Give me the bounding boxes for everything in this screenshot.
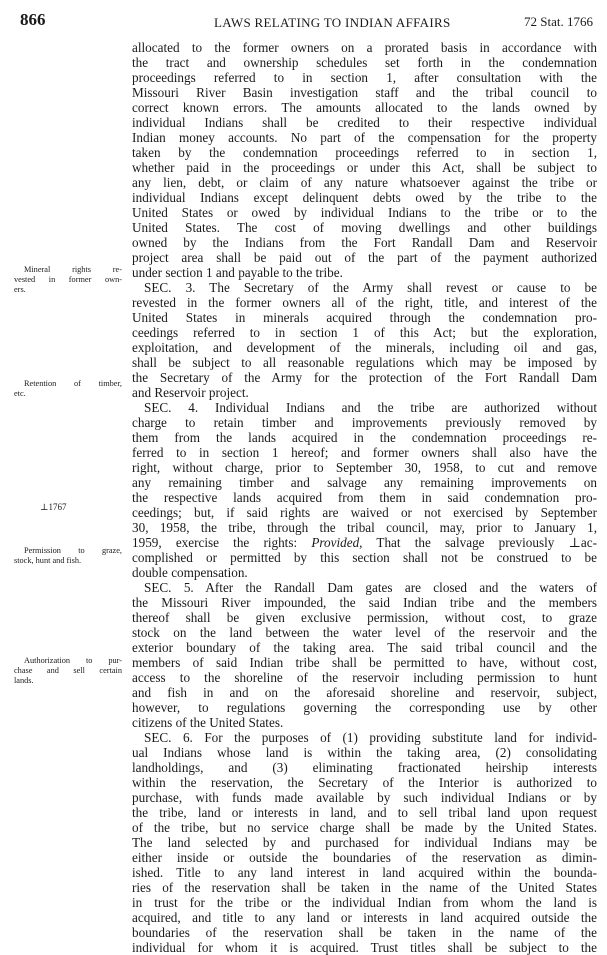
text-line: Missouri River Basin investigation staff and the tribal council to [132,85,597,100]
text-line: of the tribe, but no service charge shall be made by the United States. [132,820,597,835]
margin-note-line: Retention of timber, [24,379,122,388]
text-line: ferred to in section 1 hereof; and former owners shall also have the [132,445,597,460]
text-line: acquired, and title to any land or interests in land acquired outside the [132,910,597,925]
text-line: citizens of the United States. [132,715,284,730]
page-break-mark: ⊥1767 [40,502,67,512]
margin-note-line: Permission to graze, [24,546,122,555]
text-line: however, to regulations governing the corresponding use by other [132,700,597,715]
margin-note-purchase [14,656,122,686]
text-line: proceedings referred to in section 1, after consultation with the [132,70,597,85]
text-line: and fish in and on the aforesaid shoreline and reservoir, subject, [132,685,597,700]
text-line: United States. The cost of moving dwellings and other buildings [132,220,597,235]
text-line: correct known errors. The amounts allocated to the lands owned by [132,100,597,115]
text-line: 30, 1958, the tribe, through the tribal council, may, prior to January 1, [132,520,597,535]
text-line: owned by the Indians from the Fort Randall Dam and Reservoir [132,235,597,250]
text-line: and Reservoir project. [132,385,249,400]
text-line: individual Indians shall be credited to their respective individual [132,115,597,130]
text-line: whether paid in the proceedings or under this Act, shall be subject to [132,160,597,175]
text-line: revested in the former owners all of the right, title, and interest of the [132,295,597,310]
text-line: purchase, with funds made available by such individual Indians or by [132,790,597,805]
text-line: the Missouri River impounded, the said Indian tribe and the members [132,595,597,610]
text-line: ceedings referred to in section 1 of this Act; but the exploration, [132,325,597,340]
text-line: exploitation, and development of the minerals, including oil and gas, [132,340,597,355]
text-line: ished. Title to any land interest in land acquired within the bounda- [132,865,597,880]
margin-note-line: lands. [14,676,34,685]
text-line: under section 1 and payable to the tribe. [132,265,343,280]
margin-note-line: Mineral rights re- [24,265,122,274]
text-segment: That the salvage previously ⊥ac- [362,535,597,550]
margin-note-timber [14,379,122,399]
text-line: complished or permitted by this section shall not be construed to be [132,550,597,565]
text-line: any lien, debt, or claim of any nature whatsoever against the tribe or [132,175,597,190]
text-line: Indian money accounts. No part of the compensation for the property [132,130,597,145]
text-line: charge to retain timber and improvements previously removed by [132,415,597,430]
text-line: members of said Indian tribe shall be permitted to have, without cost, [132,655,597,670]
text-line: access to the shoreline of the reservoir including permission to hunt [132,670,597,685]
text-line: double compensation. [132,565,248,580]
section-4-heading-line: SEC. 4. Individual Indians and the tribe are authorized without [144,400,597,415]
text-line: the Secretary of the Army for the protection of the Fort Randall Dam [132,370,597,385]
text-line: the respective lands acquired from them in said condemnation pro- [132,490,597,505]
text-line: in trust for the tribe or the individual Indian from whom the land is [132,895,597,910]
body-text [132,40,597,955]
section-3-heading-line: SEC. 3. The Secretary of the Army shall revest or cause to be [144,280,597,295]
section-6-heading-line: SEC. 6. For the purposes of (1) providing substitute land for individ- [144,730,597,745]
text-line: landholdings, and (3) eliminating fractionated heirship interests [132,760,597,775]
text-line: ceedings; but, if said rights are waived or not exercised by September [132,505,597,520]
margin-note-mineral-rights [14,265,122,295]
text-line: United States in minerals acquired through the condemnation pro- [132,310,597,325]
text-line: either inside or outside the boundaries of the reservation as dimin- [132,850,597,865]
text-line: right, without charge, prior to September 30, 1958, to cut and remove [132,460,597,475]
margin-note-line: ers. [14,285,26,294]
text-line: within the reservation, the Secretary of the Interior is authorized to [132,775,597,790]
text-line: ries of the reservation shall be taken in the name of the United States [132,880,597,895]
running-title: LAWS RELATING TO INDIAN AFFAIRS [214,15,451,30]
text-segment: 1959, exercise the rights: [132,535,298,550]
text-line: boundaries of the reservation shall be taken in the name of the [132,925,597,940]
text-line: allocated to the former owners on a prorated basis in accordance with [132,40,597,55]
text-line: shall be subject to all reasonable regulations which may be imposed by [132,355,597,370]
text-line: United States or owed by individual Indians to the tribe or to the [132,205,597,220]
margin-note-line: chase and sell certain [14,666,122,675]
text-line: project area shall be paid out of the part of the payment authorized [132,250,597,265]
text-line: ual Indians whose land is within the taking area, (2) consolidating [132,745,597,760]
text-line: stock on the land between the water level of the reservoir and the [132,625,597,640]
margin-note-line: vested in former own- [14,275,122,284]
section-5-heading-line: SEC. 5. After the Randall Dam gates are closed and the waters of [144,580,597,595]
proviso-word: Provided, [311,535,363,550]
text-line: individual Indians except delinquent debts owed by the tribe to the [132,190,597,205]
text-line: any remaining timber and salvage any remaining improvements on [132,475,597,490]
margin-note-grazing [14,546,122,566]
page-number: 866 [20,10,46,29]
text-line: individual for whom it is acquired. Trust titles shall be subject to the [132,940,597,955]
text-line: the tract and ownership schedules set forth in the condemnation [132,55,597,70]
text-line: The land selected by and purchased for individual Indians may be [132,835,597,850]
margin-note-line: stock, hunt and fish. [14,556,82,565]
page-header [0,10,607,34]
proviso-line [132,535,597,550]
text-line: thereof shall be given exclusive permission, without cost, to graze [132,610,597,625]
margin-note-line: Authorization to pur- [24,656,122,665]
statute-reference: 72 Stat. 1766 [524,14,593,29]
text-line: taken by the condemnation proceedings referred to in section 1, [132,145,597,160]
text-line: exterior boundary of the taking area. The said tribal council and the [132,640,597,655]
margin-note-line: etc. [14,389,26,398]
text-line: them from the lands acquired in the condemnation proceedings re- [132,430,597,445]
text-line: the tribe, land or interests in land, and to sell tribal land upon request [132,805,597,820]
